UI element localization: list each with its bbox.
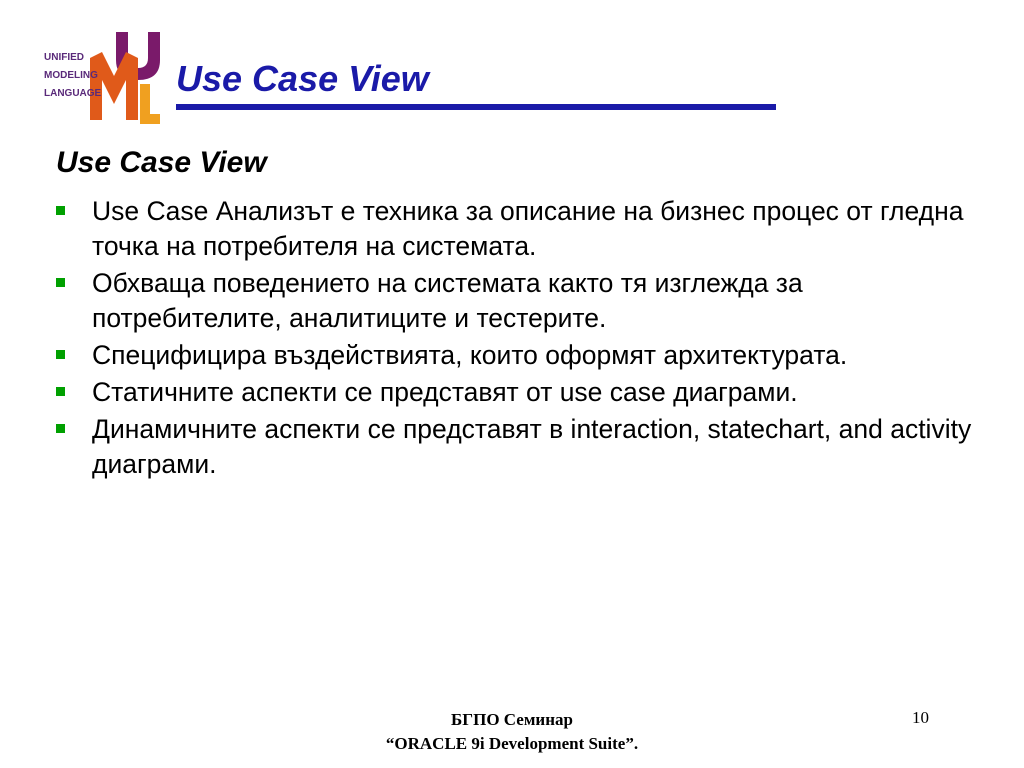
square-bullet-icon: [56, 206, 65, 215]
bullet-text: Динамичните аспекти се представят в interaction, statechart, and activity диаграми.: [92, 414, 972, 479]
bullet-text: Use Case Анализът е техника за описание на бизнес процес от гледна точка на потребителя на системата.: [92, 196, 964, 261]
uml-logo: [44, 28, 160, 128]
uml-logo-graphic: [44, 28, 160, 128]
bullet-text: Статичните аспекти се представят от use case диаграми.: [92, 377, 798, 407]
bullet-item: [56, 412, 976, 482]
slide-title: Use Case View: [176, 58, 429, 99]
logo-text-line-2: MODELING: [44, 70, 98, 81]
square-bullet-icon: [56, 350, 65, 359]
title-underline: [176, 104, 776, 110]
page-number: 10: [912, 708, 929, 727]
footer-seminar: БГПО Семинар: [451, 710, 573, 729]
square-bullet-icon: [56, 387, 65, 396]
logo-m-shape: [90, 52, 138, 120]
bullet-item: [56, 194, 976, 264]
bullet-text: Обхваща поведението на системата както тя изглежда за потребителите, аналитиците и тестерите.: [92, 268, 803, 333]
bullet-text: Специфицира въздействията, които оформят архитектурата.: [92, 340, 848, 370]
square-bullet-icon: [56, 424, 65, 433]
logo-text-line-3: LANGUAGE: [44, 88, 102, 99]
section-heading: Use Case View: [56, 146, 267, 179]
logo-l-shape: [140, 84, 160, 124]
footer-course-title: “ORACLE 9i Development Suite”.: [385, 734, 639, 753]
bullet-item: [56, 375, 976, 410]
square-bullet-icon: [56, 278, 65, 287]
bullet-list: [56, 194, 976, 484]
logo-text-line-1: UNIFIED: [44, 52, 84, 63]
bullet-item: [56, 338, 976, 373]
bullet-item: [56, 266, 976, 336]
